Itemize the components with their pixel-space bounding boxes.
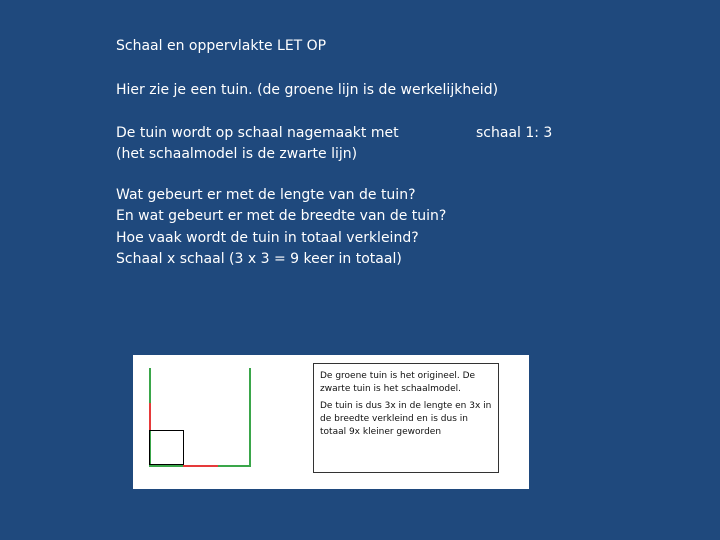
figure-note-box	[313, 363, 499, 473]
scale-model-square	[149, 430, 184, 465]
garden-right-edge	[249, 368, 251, 467]
scale-calculation: Schaal x schaal (3 x 3 = 9 keer in totaal)	[116, 251, 402, 267]
model-text-line1: De tuin wordt op schaal nagemaakt met	[116, 125, 399, 141]
question-width: En wat gebeurt er met de breedte van de tuin?	[116, 208, 447, 224]
question-total: Hoe vaak wordt de tuin in totaal verkleind?	[116, 230, 419, 246]
slide-title: Schaal en oppervlakte LET OP	[116, 38, 327, 54]
question-length: Wat gebeurt er met de lengte van de tuin?	[116, 187, 416, 203]
scale-figure	[133, 355, 529, 489]
figure-note-reduction: De tuin is dus 3x in de lengte en 3x in de breedte verkleind en is dus in totaal 9x kleiner geworden	[320, 401, 492, 437]
intro-text: Hier zie je een tuin. (de groene lijn is de werkelijkheid)	[116, 82, 499, 98]
garden-left-highlight	[149, 403, 151, 431]
model-text-line2: (het schaalmodel is de zwarte lijn)	[116, 146, 358, 162]
scale-label: schaal 1: 3	[476, 125, 553, 141]
figure-note-original: De groene tuin is het origineel. De zwarte tuin is het schaalmodel.	[320, 371, 476, 394]
garden-bottom-highlight	[183, 465, 218, 467]
